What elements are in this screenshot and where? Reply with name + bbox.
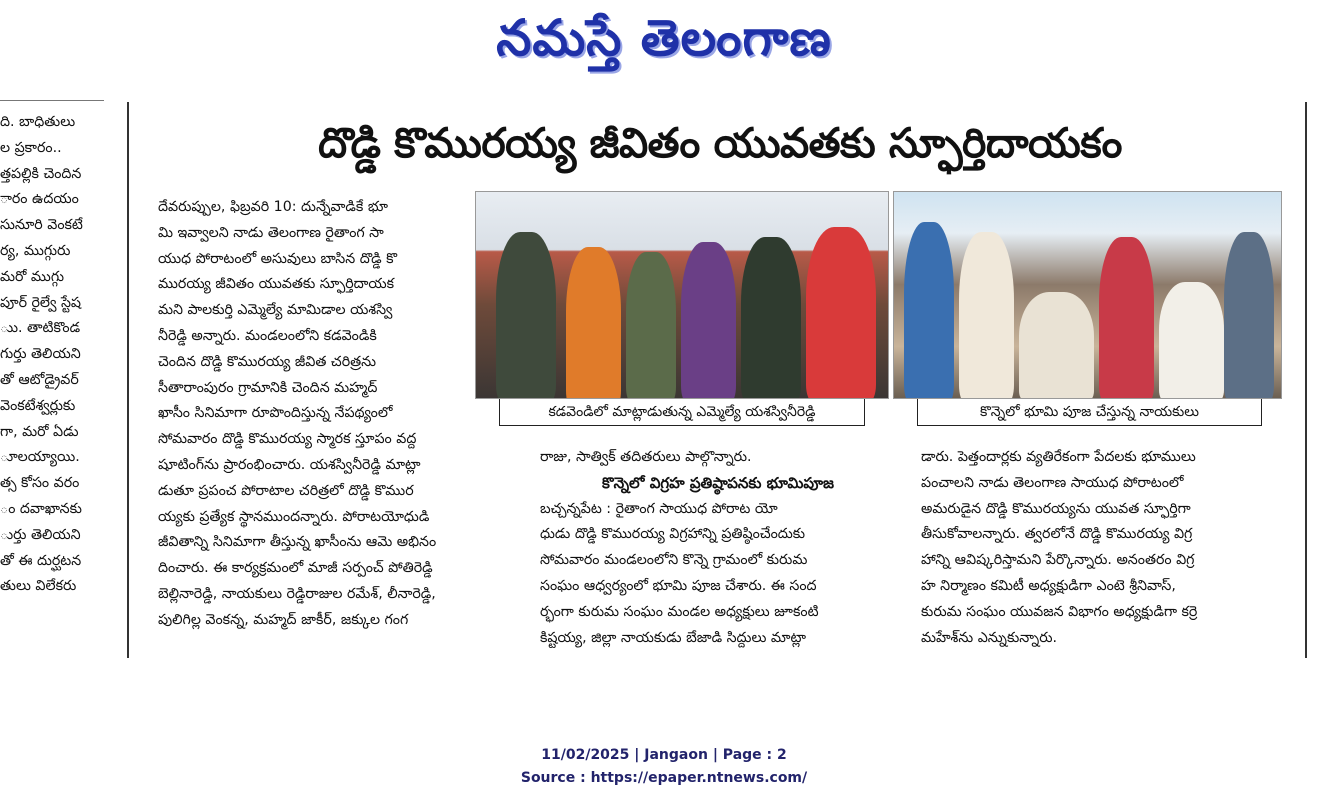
adjacent-text-line: తో ఈ దుర్ఘటన <box>0 552 82 569</box>
article-text-line: మహేశ్‌ను ఎన్నుకున్నారు. <box>921 629 1058 646</box>
adjacent-article-column <box>0 100 104 660</box>
adjacent-text-line: ల ప్రకారం.. <box>0 139 62 156</box>
column-2-body <box>540 497 896 652</box>
adjacent-text-line: ూలయ్యాయి. <box>0 449 80 466</box>
article-text-line: దేవరుప్పుల, ఫిబ్రవరి 10: దున్నేవాడికే భూ <box>158 199 388 215</box>
article-text-line: హాన్ని ఆవిష్కరిస్తామని పేర్కొన్నారు. అనంతరం విగ్ర <box>921 552 1195 569</box>
adjacent-text-line: సునూరి వెంకటే <box>0 217 83 234</box>
adjacent-text-line: ుు. తాటికొండ <box>0 320 81 337</box>
adjacent-text-line: తో ఆటోడ్రైవర్ <box>0 371 79 388</box>
adjacent-text-line: ారం ఉదయం <box>0 191 79 208</box>
article-text-line: సోమవారం మండలంలోని కొన్నె గ్రామంలో కురుమ <box>540 552 808 569</box>
photo-konne-bhoomi-pooja <box>893 191 1282 399</box>
adjacent-text-line: త్స కోసం వరం <box>0 475 80 492</box>
footer-source-link[interactable]: Source : https://epaper.ntnews.com/ <box>520 770 808 786</box>
article-text-line: నీరెడ్డి అన్నారు. మండలంలోని కడవెండికి <box>158 327 377 344</box>
adjacent-text-line: ది. బాధితులు <box>0 114 76 130</box>
adjacent-text-line: మరో ముగ్గు <box>0 268 65 285</box>
column-divider-right <box>1305 102 1307 658</box>
article-text-line: షూటింగ్‌ను ప్రారంభించారు. యశస్వినీరెడ్డి మాట్లా <box>158 456 421 473</box>
adjacent-text-line: వెంకటేశ్వర్లుకు <box>0 397 76 414</box>
article-text-line: అమరుడైన దొడ్డి కొమురయ్యను యువత స్ఫూర్తిగా <box>921 500 1191 517</box>
photo-kadavendi-shooting <box>475 191 889 399</box>
article-text-line: హ నిర్మాణం కమిటీ అధ్యక్షుడిగా ఎంటె శ్రీనివాస్, <box>921 577 1176 594</box>
adjacent-text-line: గా, మరో ఏడు <box>0 423 79 440</box>
adjacent-text-line: పూర్ రైల్వే స్టేష <box>0 294 82 311</box>
article-text-line: కురుమ సంఘం యువజన విభాగం అధ్యక్షుడిగా కర్రె <box>921 603 1198 620</box>
article-text-line: దించారు. ఈ కార్యక్రమంలో మాజీ సర్పంచ్ పోతిరెడ్డి <box>158 560 433 577</box>
article-text-line: మురయ్య జీవితం యువతకు స్ఫూర్తిదాయక <box>158 276 395 293</box>
photo-caption-1: కడవెండిలో మాట్లాడుతున్న ఎమ్మెల్యే యశస్వినీరెడ్డి <box>499 399 865 426</box>
footer-edition-info: 11/02/2025 | Jangaon | Page : 2 <box>541 747 787 763</box>
adjacent-text-line: ుర్తు తెలియని <box>0 526 81 543</box>
article-text-line: బెల్లినారెడ్డి, నాయకులు రెడ్డిరాజుల రమేశ్, లీనారెడ్డి, <box>158 585 436 602</box>
adjacent-text-line: గుర్తు తెలియని <box>0 346 81 363</box>
article-text-line: జీవితాన్ని సినిమాగా తీస్తున్న ఖాసీంను ఆమె అభినం <box>158 534 437 551</box>
article-text-line: ర్భంగా కురుమ సంఘం మండల అధ్యక్షులు జూకంటి <box>540 603 819 620</box>
article-text-line: చెందిన దొడ్డి కొమురయ్య జీవిత చరిత్రను <box>158 353 377 370</box>
article-text-line: కిష్టయ్య, జిల్లా నాయకుడు బేజాడి సిద్దులు మాట్లా <box>540 629 807 646</box>
column-2-intro: రాజు, సాత్విక్ తదితరులు పాల్గొన్నారు. <box>540 449 752 465</box>
article-text-line: యుధ పోరాటంలో అసువులు బాసిన దొడ్డి కొ <box>158 250 398 267</box>
article-text-line: పంచాలని నాడు తెలంగాణ సాయుధ పోరాటంలో <box>921 474 1184 491</box>
article-text-line: సంఘం ఆధ్వర్యంలో భూమి పూజ చేశారు. ఈ సంద <box>540 577 817 594</box>
column-divider-left <box>127 102 129 658</box>
article-text-line: ధుడు దొడ్డి కొమురయ్య విగ్రహాన్ని ప్రతిష్ఠించేందుకు <box>540 526 806 543</box>
adjacent-text-line: ర్య, ముగ్గురు <box>0 242 71 259</box>
adjacent-article-text <box>0 110 83 600</box>
column-top-rule <box>0 100 104 101</box>
photo-caption-2: కొన్నెలో భూమి పూజ చేస్తున్న నాయకులు <box>917 399 1262 426</box>
article-text-line: సీతారాంపురం గ్రామానికి చెందిన మహ్మద్ <box>158 379 378 396</box>
article-subheadline: కొన్నెలో విగ్రహ ప్రతిష్ఠాపనకు భూమిపూజ <box>602 473 834 492</box>
article-text-line: ఖాసీం సినిమాగా రూపొందిస్తున్న నేపథ్యంలో <box>158 405 393 422</box>
article-text-line: డారు. పెత్తందార్లకు వ్యతిరేకంగా పేదలకు భూములు <box>921 449 1196 465</box>
article-text-line: బచ్చన్నపేట : రైతాంగ సాయుధ పోరాట యో <box>540 500 778 517</box>
masthead-title: నమస్తే తెలంగాణ <box>496 9 832 67</box>
article-text-line: డుతూ ప్రపంచ పోరాటాల చరిత్రలో దొడ్డి కొముర <box>158 482 414 499</box>
article-column-2 <box>540 445 896 651</box>
adjacent-text-line: తులు విలేకరు <box>0 578 77 595</box>
masthead <box>0 2 1328 80</box>
article-headline: దొడ్డి కొమురయ్య జీవితం యువతకు స్ఫూర్తిదాయకం <box>318 119 1122 167</box>
article-text-line: మి ఇవ్వాలని నాడు తెలంగాణ రైతాంగ సా <box>158 224 384 241</box>
article-text-line: సోమవారం దొడ్డి కొమురయ్య స్మారక స్తూపం వద్ద <box>158 431 417 448</box>
page-footer <box>0 744 1328 790</box>
article-text-line: య్యకు ప్రత్యేక స్థానముందన్నారు. పోరాటయోధుడి <box>158 508 430 525</box>
adjacent-text-line: త్తపల్లికి చెందిన <box>0 165 82 182</box>
article-column-1 <box>158 195 514 634</box>
article-text-line: తీసుకోవాలన్నారు. త్వరలోనే దొడ్డి కొమురయ్య విగ్ర <box>921 526 1193 543</box>
adjacent-text-line: ం దవాఖానకు <box>0 500 82 517</box>
article-text-line: మని పాలకుర్తి ఎమ్మెల్యే మామిడాల యశస్వి <box>158 302 393 319</box>
article-text-line: పులిగిల్ల వెంకన్న, మహ్మద్ జాకీర్, జక్కుల గంగ <box>158 611 409 628</box>
article-column-3 <box>921 445 1286 651</box>
